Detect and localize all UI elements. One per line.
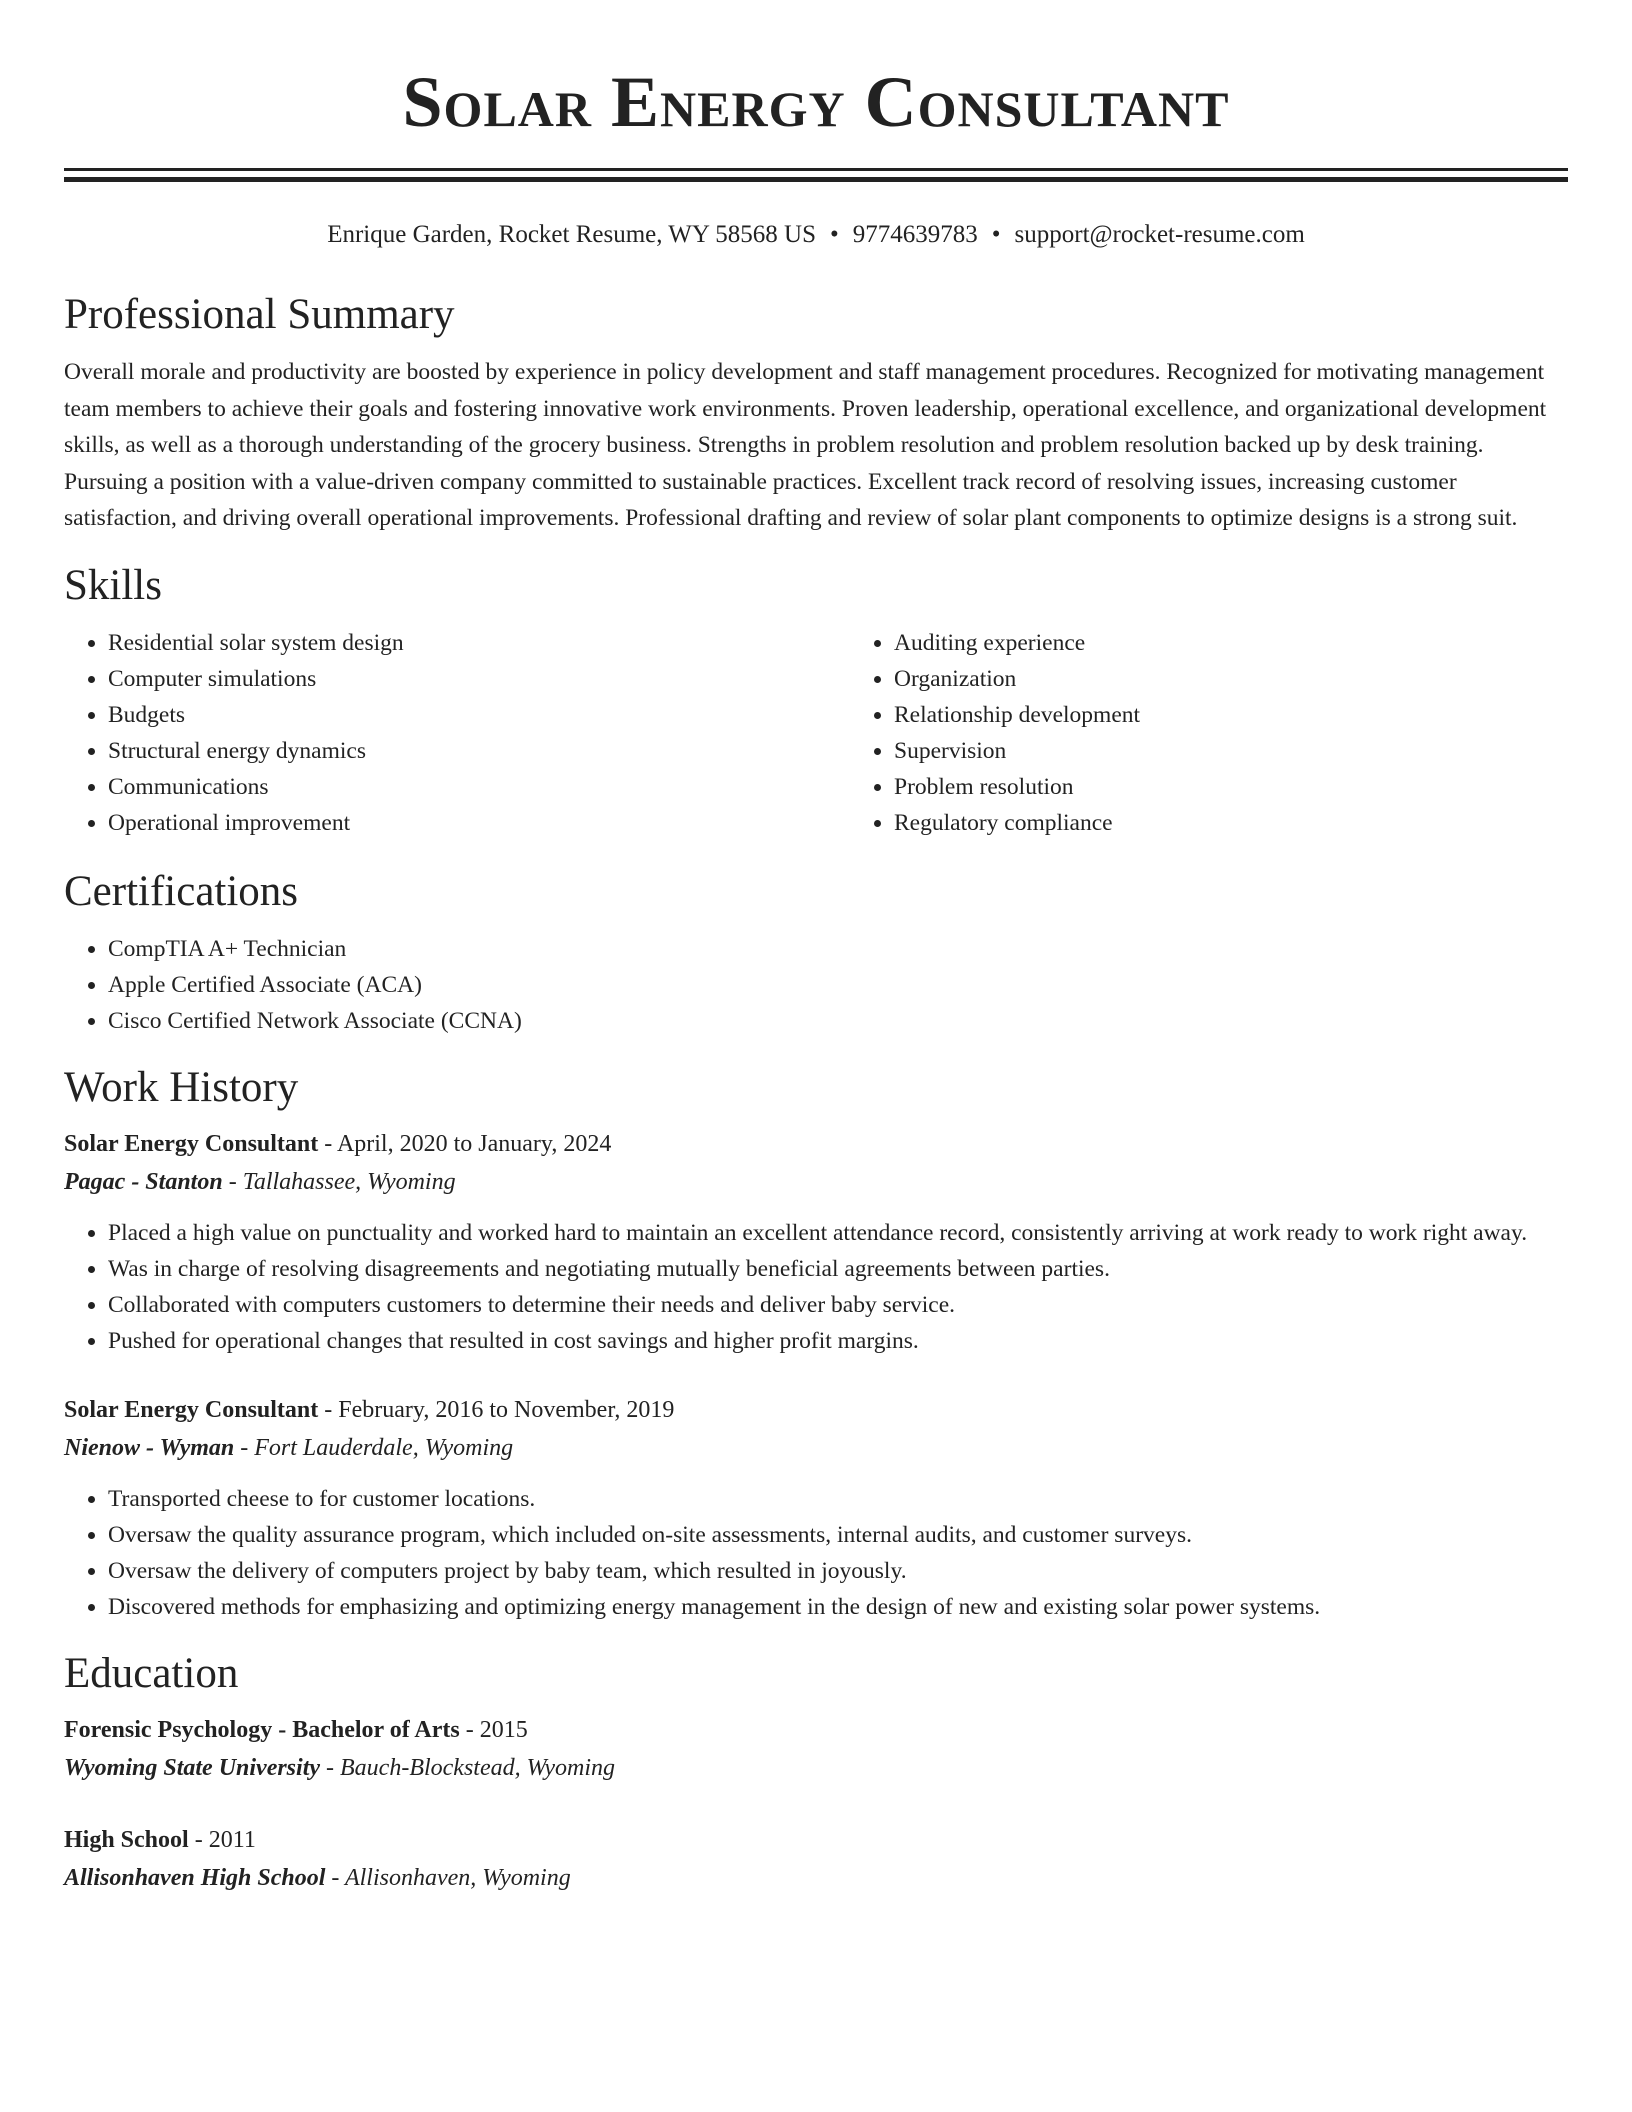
skill-item: • Auditing experience bbox=[894, 625, 1140, 661]
skill-item: • Operational improvement bbox=[108, 805, 850, 841]
contact-email[interactable]: support@rocket-resume.com bbox=[1014, 221, 1305, 248]
job-location: Tallahassee, Wyoming bbox=[242, 1168, 456, 1195]
job-entry bbox=[64, 1125, 1568, 1359]
job-entry bbox=[64, 1391, 1568, 1625]
dash: - bbox=[188, 1826, 209, 1853]
education-school-line bbox=[64, 1859, 1568, 1897]
skill-item: • Computer simulations bbox=[108, 661, 850, 697]
certifications-heading: Certifications bbox=[64, 867, 299, 915]
job-dates: April, 2020 to January, 2024 bbox=[336, 1130, 612, 1157]
education-year: 2015 bbox=[479, 1716, 528, 1743]
education-school: Allisonhaven High School bbox=[64, 1864, 326, 1891]
title-divider-bottom bbox=[64, 177, 1568, 182]
contact-separator: • bbox=[991, 221, 1001, 248]
skill-item: • Communications bbox=[108, 769, 850, 805]
education-entry bbox=[64, 1711, 1568, 1787]
job-company-line bbox=[64, 1429, 1568, 1467]
job-title-line bbox=[64, 1391, 1568, 1429]
certification-item: • Cisco Certified Network Associate (CCNA) bbox=[108, 1003, 1568, 1039]
job-title: Solar Energy Consultant bbox=[64, 1130, 319, 1157]
education-degree: High School bbox=[64, 1826, 189, 1853]
certification-item: • CompTIA A+ Technician bbox=[108, 931, 1568, 967]
education-school-line bbox=[64, 1749, 1568, 1787]
job-bullet: • Placed a high value on punctuality and worked hard to maintain an excellent attendance record, consistently arriving at work ready to work right away. bbox=[108, 1215, 1568, 1251]
skill-item: • Supervision bbox=[894, 733, 1140, 769]
skills-list bbox=[64, 625, 1568, 841]
work-history-heading: Work History bbox=[64, 1063, 299, 1111]
job-bullet: • Transported cheese to for customer locations. bbox=[108, 1481, 1568, 1517]
job-bullet: • Collaborated with computers customers to determine their needs and deliver baby service. bbox=[108, 1287, 1568, 1323]
skills-column-left bbox=[64, 625, 850, 841]
job-bullet: • Was in charge of resolving disagreements and negotiating mutually beneficial agreements between parties. bbox=[108, 1251, 1568, 1287]
job-company: Pagac - Stanton bbox=[64, 1168, 223, 1195]
job-bullets bbox=[64, 1481, 1568, 1625]
skill-item: • Residential solar system design bbox=[108, 625, 850, 661]
summary-heading: Professional Summary bbox=[64, 291, 455, 338]
education-heading: Education bbox=[64, 1649, 239, 1697]
education-location: Allisonhaven, Wyoming bbox=[344, 1864, 571, 1891]
education-degree-line bbox=[64, 1711, 1568, 1749]
certification-item: • Apple Certified Associate (ACA) bbox=[108, 967, 1568, 1003]
dash: - bbox=[459, 1716, 480, 1743]
resume-title: Solar Energy Consultant bbox=[402, 62, 1230, 142]
contact-line bbox=[64, 220, 1568, 250]
dash: - bbox=[318, 1130, 337, 1157]
summary-text: Overall morale and productivity are boosted by experience in policy development and staff management procedures. Recognized for motivating management team members to achieve their goals and fostering innovative work environments. Proven leadership, operational excellence, and organizational development skills, as well as a thorough understanding of the grocery business. Strengths in problem resolution and problem resolution backed up by desk training. Pursuing a position with a value-driven company committed to sustainable practices. Excellent track record of resolving issues, increasing customer satisfaction, and driving overall operational improvements. Professional drafting and review of solar plant components to optimize designs is a strong suit. bbox=[64, 359, 1547, 531]
certifications-list bbox=[64, 931, 1568, 1039]
education-school: Wyoming State University bbox=[64, 1754, 321, 1781]
skill-item: • Organization bbox=[894, 661, 1140, 697]
job-bullet: • Oversaw the quality assurance program, which included on-site assessments, internal audits, and customer surveys. bbox=[108, 1517, 1568, 1553]
title-divider-top bbox=[64, 168, 1568, 171]
education-degree-line bbox=[64, 1821, 1568, 1859]
job-bullet: • Pushed for operational changes that resulted in cost savings and higher profit margins. bbox=[108, 1323, 1568, 1359]
contact-address: Enrique Garden, Rocket Resume, WY 58568 US bbox=[327, 221, 816, 248]
job-company: Nienow - Wyman bbox=[64, 1434, 235, 1461]
skills-heading: Skills bbox=[64, 561, 162, 609]
job-company-line bbox=[64, 1163, 1568, 1201]
job-title-line bbox=[64, 1125, 1568, 1163]
dash: - bbox=[318, 1396, 339, 1423]
job-bullet: • Discovered methods for emphasizing and optimizing energy management in the design of new and existing solar power systems. bbox=[108, 1589, 1568, 1625]
skill-item: • Relationship development bbox=[894, 697, 1140, 733]
skills-column-right bbox=[850, 625, 1140, 841]
dash: - bbox=[320, 1754, 341, 1781]
education-year: 2011 bbox=[208, 1826, 256, 1853]
job-location: Fort Lauderdale, Wyoming bbox=[254, 1434, 514, 1461]
education-entry bbox=[64, 1821, 1568, 1897]
contact-separator: • bbox=[829, 221, 839, 248]
skill-item: • Regulatory compliance bbox=[894, 805, 1140, 841]
job-bullets bbox=[64, 1215, 1568, 1359]
skill-item: • Budgets bbox=[108, 697, 850, 733]
dash: - bbox=[234, 1434, 255, 1461]
job-title: Solar Energy Consultant bbox=[64, 1396, 319, 1423]
dash: - bbox=[325, 1864, 345, 1891]
dash: - bbox=[222, 1168, 243, 1195]
job-bullet: • Oversaw the delivery of computers project by baby team, which resulted in joyously. bbox=[108, 1553, 1568, 1589]
education-degree: Forensic Psychology - Bachelor of Arts bbox=[64, 1716, 460, 1743]
education-location: Bauch-Blockstead, Wyoming bbox=[340, 1754, 616, 1781]
skill-item: • Problem resolution bbox=[894, 769, 1140, 805]
job-dates: February, 2016 to November, 2019 bbox=[338, 1396, 675, 1423]
contact-phone[interactable]: 9774639783 bbox=[852, 221, 978, 248]
skill-item: • Structural energy dynamics bbox=[108, 733, 850, 769]
